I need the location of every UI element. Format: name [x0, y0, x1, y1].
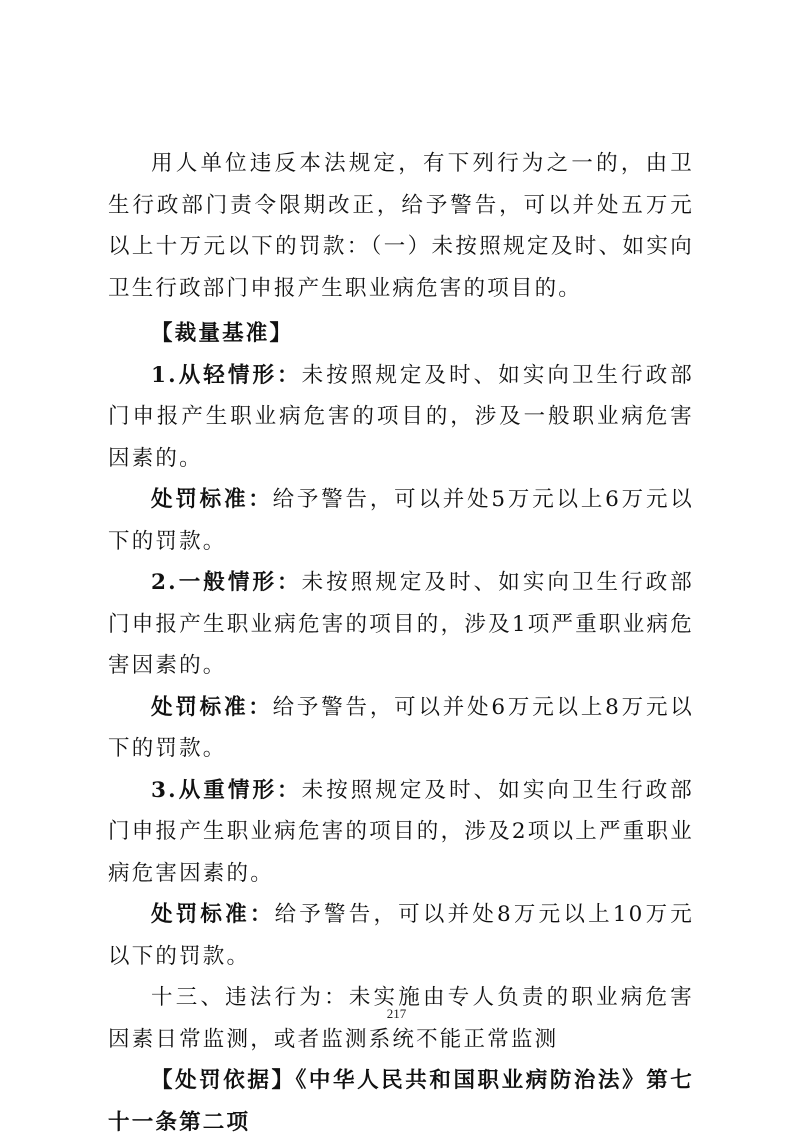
penalty-basis: [108, 1060, 694, 1143]
penalty-basis-label: 【处罚依据】: [151, 1068, 296, 1093]
case-1-penalty-label: 处罚标准：: [151, 487, 273, 512]
case-3-penalty: [108, 894, 694, 977]
standard-heading-text: 【裁量基准】: [151, 321, 294, 346]
case-1-penalty: [108, 479, 694, 562]
case-3-description: [108, 770, 694, 895]
case-1-label: 1.从轻情形：: [151, 362, 302, 388]
intro-paragraph: [108, 143, 694, 309]
case-2-penalty: [108, 687, 694, 770]
case-1-text: 未按照规定及时、如实向卫生行政部门申报产生职业病危害的项目的，涉及一般职业病危害因素的。: [108, 362, 694, 471]
document-body: [108, 143, 694, 1143]
violation-item-text: 十三、违法行为：未实施由专人负责的职业病危害因素日常监测，或者监测系统不能正常监测: [108, 985, 694, 1052]
case-3-label: 3.从重情形：: [151, 777, 302, 803]
case-2-description: [108, 562, 694, 687]
standard-heading: [108, 313, 694, 355]
case-3-penalty-label: 处罚标准：: [151, 902, 275, 927]
case-3-penalty-text: 给予警告，可以并处8万元以上10万元以下的罚款。: [108, 902, 694, 969]
case-1-penalty-text: 给予警告，可以并处5万元以上6万元以下的罚款。: [108, 487, 694, 554]
case-2-text: 未按照规定及时、如实向卫生行政部门申报产生职业病危害的项目的，涉及1项严重职业病危害因素的。: [108, 570, 694, 678]
case-2-penalty-text: 给予警告，可以并处6万元以上8万元以下的罚款。: [108, 694, 694, 761]
case-3-text: 未按照规定及时、如实向卫生行政部门申报产生职业病危害的项目的，涉及2项以上严重职业病危害因素的。: [108, 777, 694, 886]
case-2-penalty-label: 处罚标准：: [151, 694, 273, 720]
case-2-label: 2.一般情形：: [151, 570, 302, 595]
page-number: 217: [386, 1006, 407, 1021]
case-1-description: [108, 355, 694, 480]
intro-text: 用人单位违反本法规定，有下列行为之一的，由卫生行政部门责令限期改正，给予警告，可以并处五万元以上十万元以下的罚款：（一）未按照规定及时、如实向卫生行政部门申报产生职业病危害的项目的。: [108, 151, 694, 301]
penalty-basis-text: 《中华人民共和国职业病防治法》第七十一条第二项: [108, 1068, 694, 1135]
